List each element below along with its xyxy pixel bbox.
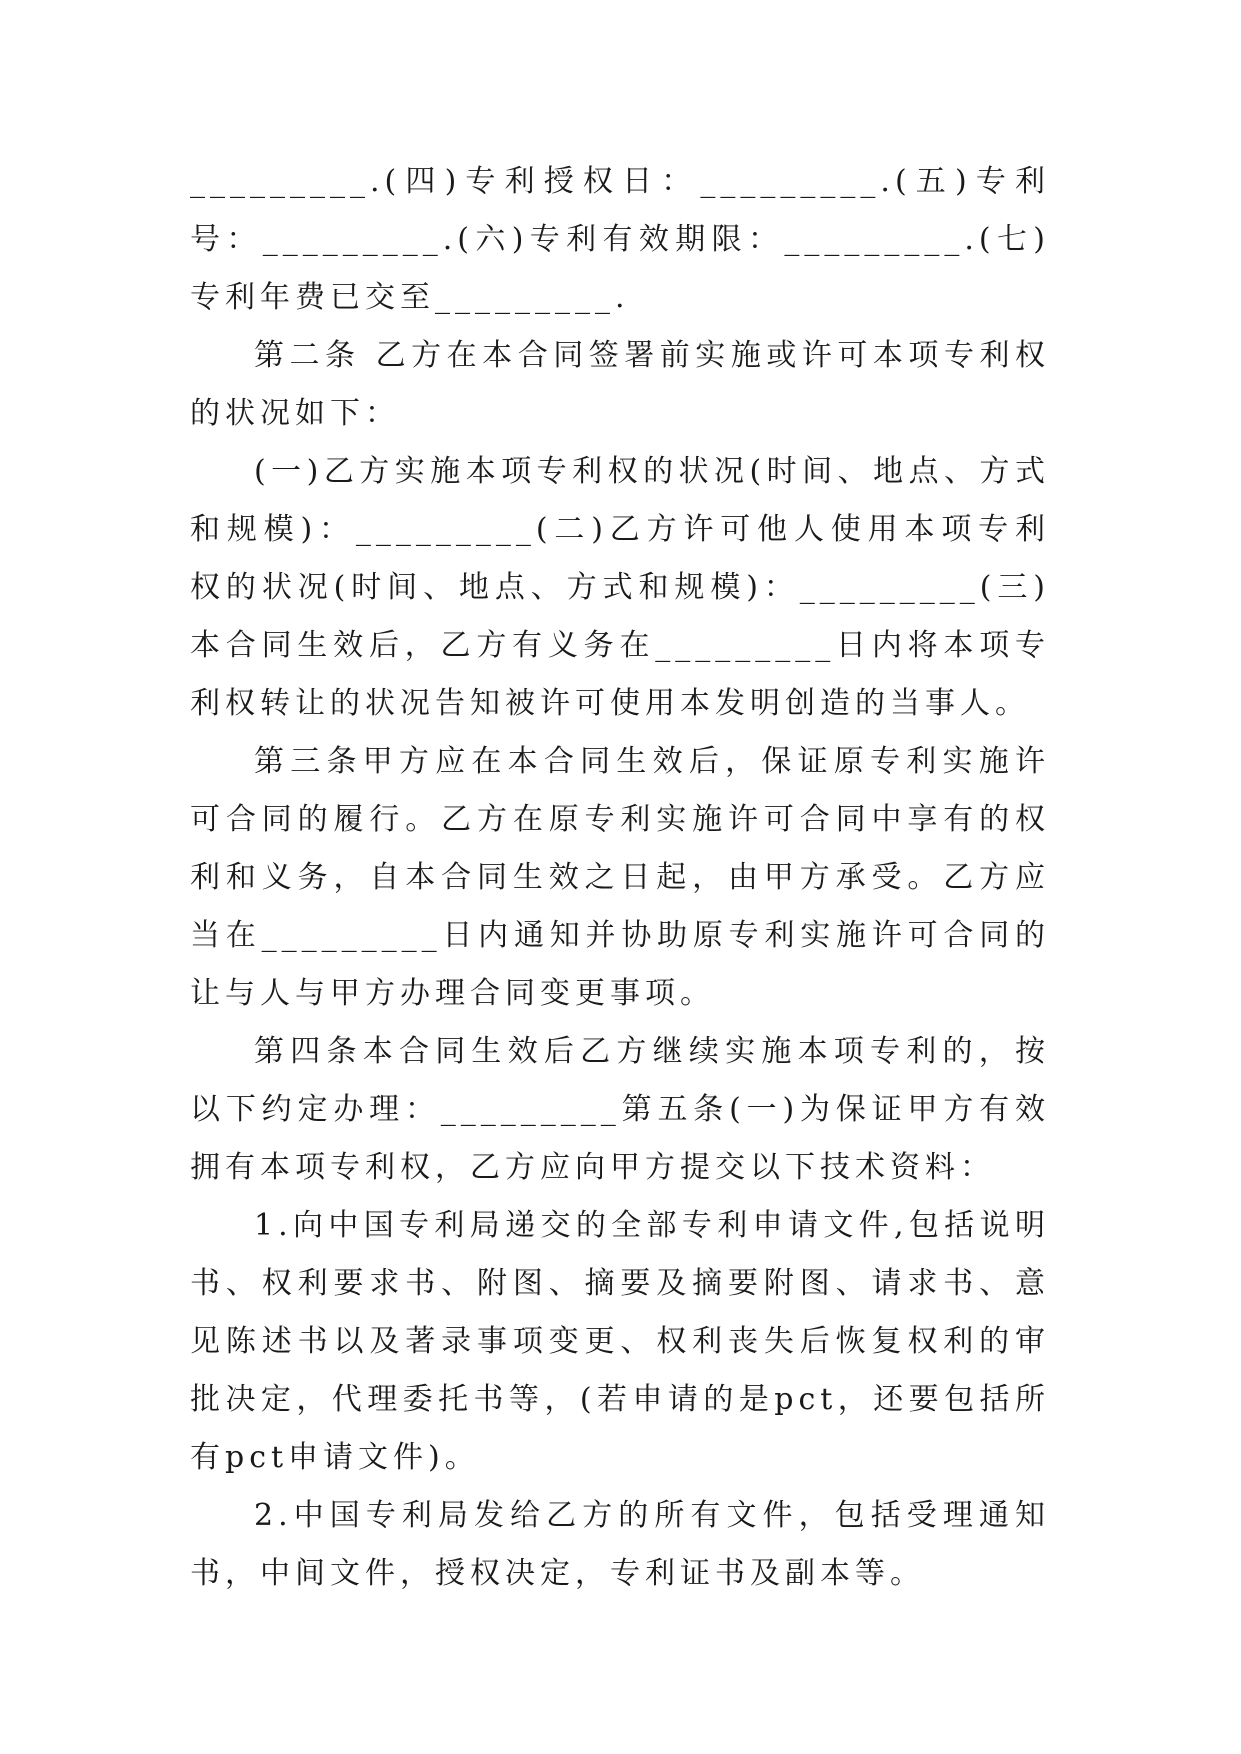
list-item-1: 1.向中国专利局递交的全部专利申请文件,包括说明书、权利要求书、附图、摘要及摘要附图、请求书、意见陈述书以及著录事项变更、权利丧失后恢复权利的审批决定，代理委托书等，(若申请的是pct，还要包括所有pct申请文件)。: [190, 1208, 1050, 1475]
paragraph-article-2-items: (一)乙方实施本项专利权的状况(时间、地点、方式和规模)：_________(二)乙方许可他人使用本项专利权的状况(时间、地点、方式和规模)：_________(三)本合同生效后，乙方有义务在_________日内将本项专利权转让的状况告知被许可使用本发明创造的当事人。: [190, 454, 1050, 721]
paragraph-article-3: 第三条甲方应在本合同生效后，保证原专利实施许可合同的履行。乙方在原专利实施许可合同中享有的权利和义务，自本合同生效之日起，由甲方承受。乙方应当在_________日内通知并协助原专利实施许可合同的让与人与甲方办理合同变更事项。: [190, 744, 1050, 1011]
document-page: [190, 153, 1050, 1603]
list-item-2: 2.中国专利局发给乙方的所有文件，包括受理通知书，中间文件，授权决定，专利证书及副本等。: [190, 1498, 1050, 1591]
paragraph-article-4-5: 第四条本合同生效后乙方继续实施本项专利的，按以下约定办理：_________第五条(一)为保证甲方有效拥有本项专利权，乙方应向甲方提交以下技术资料：: [190, 1034, 1050, 1185]
paragraph-patent-details: _________.(四)专利授权日：_________.(五)专利号：_________.(六)专利有效期限：_________.(七)专利年费已交至_________.: [190, 164, 1050, 315]
paragraph-article-2: 第二条 乙方在本合同签署前实施或许可本项专利权的状况如下：: [190, 338, 1050, 431]
